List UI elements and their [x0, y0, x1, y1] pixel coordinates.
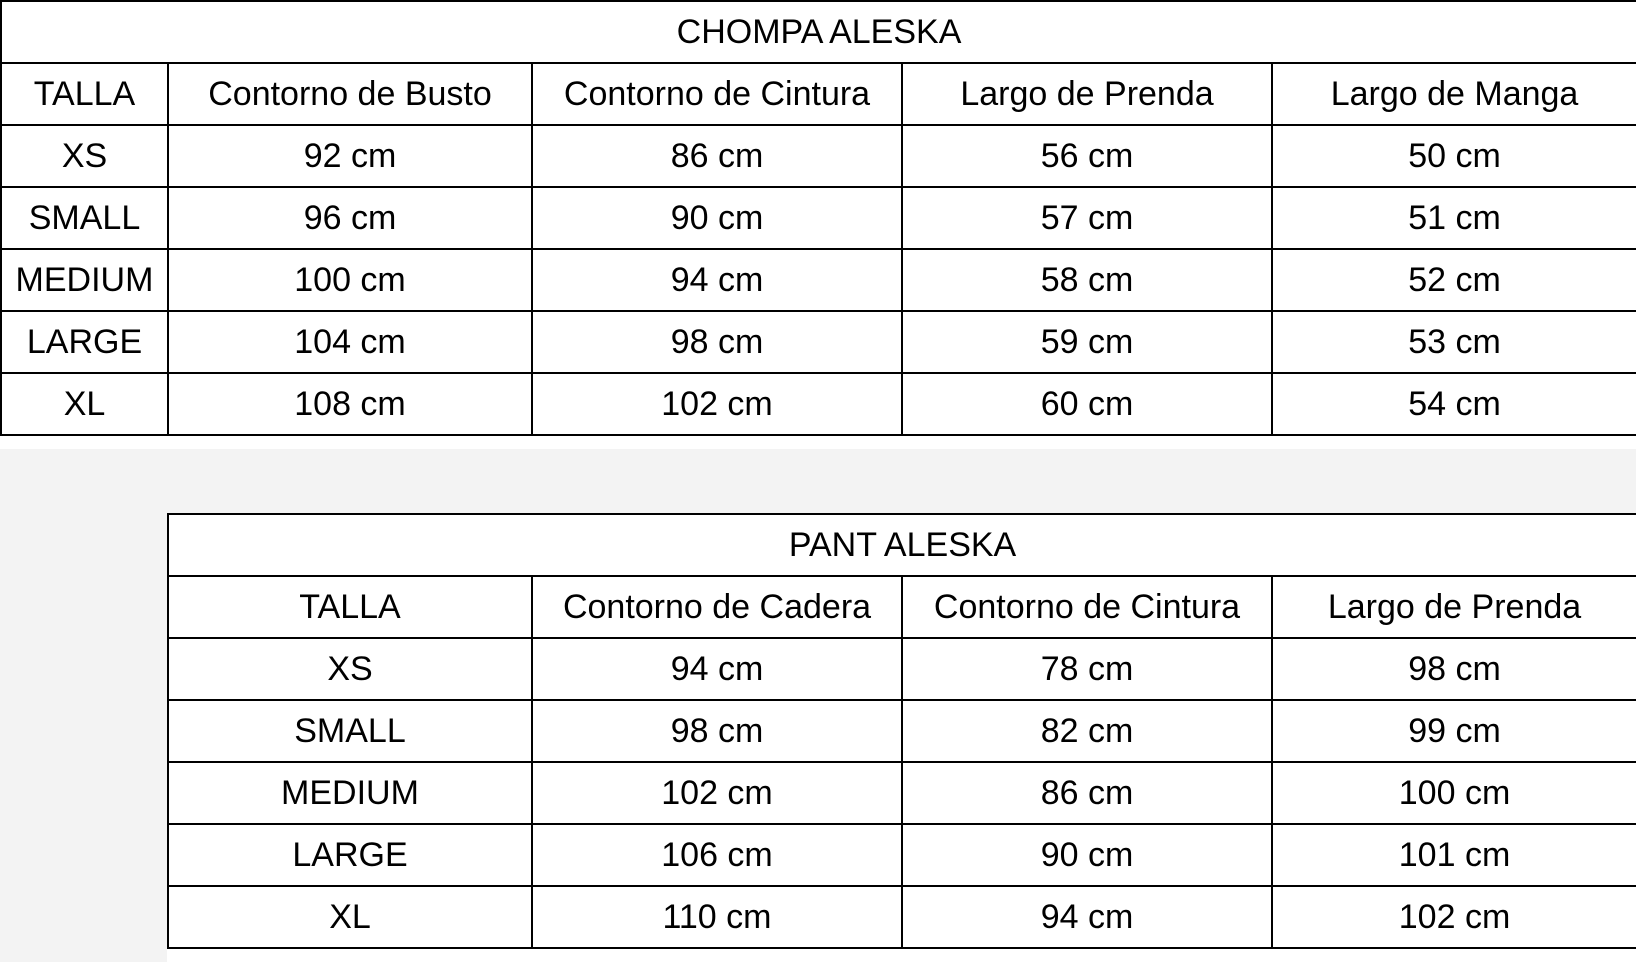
value-cell: 104 cm — [168, 311, 532, 373]
table-header-row — [168, 576, 1636, 638]
column-header-cadera: Contorno de Cadera — [532, 576, 902, 638]
value-cell: 60 cm — [902, 373, 1272, 435]
value-cell: 98 cm — [532, 311, 902, 373]
column-header-largo-prenda: Largo de Prenda — [902, 63, 1272, 125]
value-cell: 57 cm — [902, 187, 1272, 249]
chompa-size-table — [0, 0, 1636, 436]
chompa-title: CHOMPA ALESKA — [1, 1, 1636, 63]
empty-margin — [0, 513, 167, 962]
value-cell: 94 cm — [532, 249, 902, 311]
size-cell: XS — [168, 638, 532, 700]
table-row — [168, 762, 1636, 824]
table-header-row — [1, 63, 1636, 125]
column-header-largo-prenda: Largo de Prenda — [1272, 576, 1636, 638]
value-cell: 94 cm — [532, 638, 902, 700]
table-row — [168, 824, 1636, 886]
value-cell: 90 cm — [532, 187, 902, 249]
value-cell: 110 cm — [532, 886, 902, 948]
table-title-row — [1, 1, 1636, 63]
value-cell: 51 cm — [1272, 187, 1636, 249]
value-cell: 82 cm — [902, 700, 1272, 762]
pant-size-table — [167, 513, 1636, 949]
value-cell: 96 cm — [168, 187, 532, 249]
size-cell: MEDIUM — [1, 249, 168, 311]
table-row — [1, 311, 1636, 373]
value-cell: 101 cm — [1272, 824, 1636, 886]
size-cell: XL — [1, 373, 168, 435]
size-cell: SMALL — [1, 187, 168, 249]
column-header-talla: TALLA — [168, 576, 532, 638]
table-row — [168, 700, 1636, 762]
column-header-cintura: Contorno de Cintura — [902, 576, 1272, 638]
size-cell: MEDIUM — [168, 762, 532, 824]
value-cell: 59 cm — [902, 311, 1272, 373]
value-cell: 100 cm — [1272, 762, 1636, 824]
value-cell: 98 cm — [532, 700, 902, 762]
table-row — [168, 886, 1636, 948]
value-cell: 102 cm — [1272, 886, 1636, 948]
table-row — [168, 638, 1636, 700]
column-header-cintura: Contorno de Cintura — [532, 63, 902, 125]
value-cell: 100 cm — [168, 249, 532, 311]
value-cell: 102 cm — [532, 762, 902, 824]
pant-title: PANT ALESKA — [168, 514, 1636, 576]
value-cell: 86 cm — [902, 762, 1272, 824]
value-cell: 54 cm — [1272, 373, 1636, 435]
size-cell: XL — [168, 886, 532, 948]
column-header-largo-manga: Largo de Manga — [1272, 63, 1636, 125]
value-cell: 99 cm — [1272, 700, 1636, 762]
spacer-band — [0, 449, 1636, 513]
value-cell: 52 cm — [1272, 249, 1636, 311]
size-cell: LARGE — [168, 824, 532, 886]
value-cell: 50 cm — [1272, 125, 1636, 187]
value-cell: 92 cm — [168, 125, 532, 187]
table-row — [1, 187, 1636, 249]
value-cell: 78 cm — [902, 638, 1272, 700]
value-cell: 58 cm — [902, 249, 1272, 311]
value-cell: 102 cm — [532, 373, 902, 435]
value-cell: 106 cm — [532, 824, 902, 886]
table-row — [1, 125, 1636, 187]
value-cell: 98 cm — [1272, 638, 1636, 700]
size-cell: SMALL — [168, 700, 532, 762]
column-header-busto: Contorno de Busto — [168, 63, 532, 125]
column-header-talla: TALLA — [1, 63, 168, 125]
table-title-row — [168, 514, 1636, 576]
value-cell: 53 cm — [1272, 311, 1636, 373]
table-row — [1, 249, 1636, 311]
value-cell: 108 cm — [168, 373, 532, 435]
table-row — [1, 373, 1636, 435]
value-cell: 86 cm — [532, 125, 902, 187]
value-cell: 90 cm — [902, 824, 1272, 886]
value-cell: 94 cm — [902, 886, 1272, 948]
size-cell: LARGE — [1, 311, 168, 373]
size-cell: XS — [1, 125, 168, 187]
value-cell: 56 cm — [902, 125, 1272, 187]
